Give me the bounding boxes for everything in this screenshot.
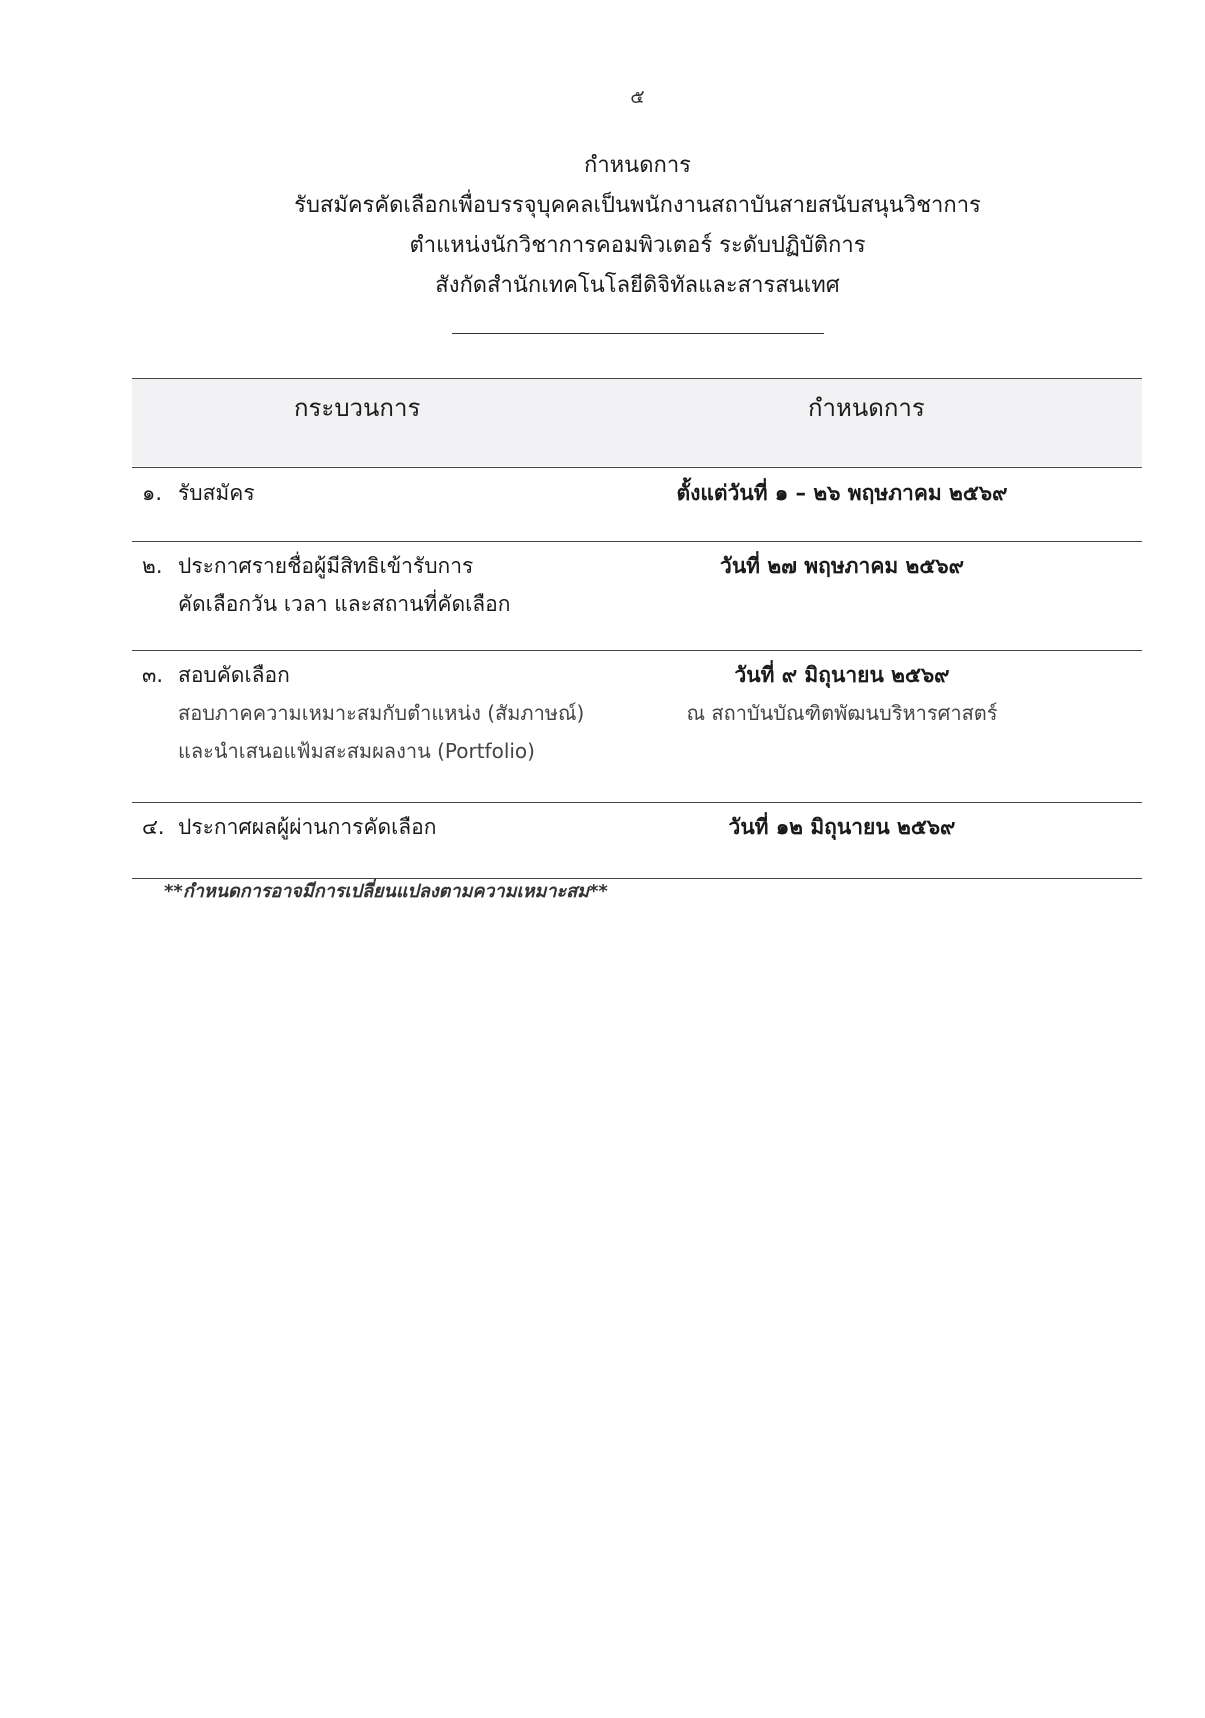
title-position: ตำแหน่งนักวิชาการคอมพิวเตอร์ ระดับปฏิบัติการ <box>409 233 866 258</box>
table-header <box>132 379 1142 466</box>
step-date: วันที่ ๙ มิถุนายน ๒๕๖๙ <box>734 663 950 687</box>
header-process: กระบวนการ <box>294 394 421 422</box>
title-department: สังกัดสำนักเทคโนโลยีดิจิทัลและสารสนเทศ <box>435 273 840 298</box>
step-label <box>142 656 290 694</box>
step-process: สอบคัดเลือก <box>178 663 290 687</box>
step-process: รับสมัคร <box>178 481 255 505</box>
step-process: ประกาศผลผู้ผ่านการคัดเลือก <box>178 815 437 839</box>
step-detail: และนำเสนอแฟ้มสะสมผลงาน (Portfolio) <box>178 739 535 763</box>
row-rule <box>132 650 1142 651</box>
title-divider <box>452 333 824 334</box>
row-rule <box>132 802 1142 803</box>
page-number: ๕ <box>630 86 645 108</box>
step-process: ประกาศรายชื่อผู้มีสิทธิเข้ารับการ <box>178 554 474 578</box>
step-label <box>142 547 473 585</box>
step-date: วันที่ ๑๒ มิถุนายน ๒๕๖๙ <box>728 815 956 839</box>
title-heading: กำหนดการ <box>584 153 691 178</box>
step-process-continued: คัดเลือกวัน เวลา และสถานที่คัดเลือก <box>178 592 511 616</box>
header-bottom-rule <box>132 467 1142 468</box>
document-title <box>0 146 1205 306</box>
step-label <box>142 474 255 512</box>
step-date: วันที่ ๒๗ พฤษภาคม ๒๕๖๙ <box>720 554 964 578</box>
step-number: ๓. <box>142 663 164 687</box>
step-date: ตั้งแต่วันที่ ๑ – ๒๖ พฤษภาคม ๒๕๖๙ <box>676 481 1008 505</box>
title-subject: รับสมัครคัดเลือกเพื่อบรรจุบุคคลเป็นพนักงานสถาบันสายสนับสนุนวิชาการ <box>294 193 981 218</box>
step-detail: สอบภาคความเหมาะสมกับตำแหน่ง (สัมภาษณ์) <box>178 701 585 725</box>
step-number: ๒. <box>142 554 163 578</box>
footnote: **กำหนดการอาจมีการเปลี่ยนแปลงตามความเหมาะสม** <box>164 881 608 902</box>
step-label <box>142 808 437 846</box>
step-number: ๔. <box>142 815 165 839</box>
header-schedule: กำหนดการ <box>808 394 925 422</box>
step-number: ๑. <box>142 481 163 505</box>
row-rule <box>132 541 1142 542</box>
step-venue: ณ สถาบันบัณฑิตพัฒนบริหารศาสตร์ <box>686 701 998 725</box>
